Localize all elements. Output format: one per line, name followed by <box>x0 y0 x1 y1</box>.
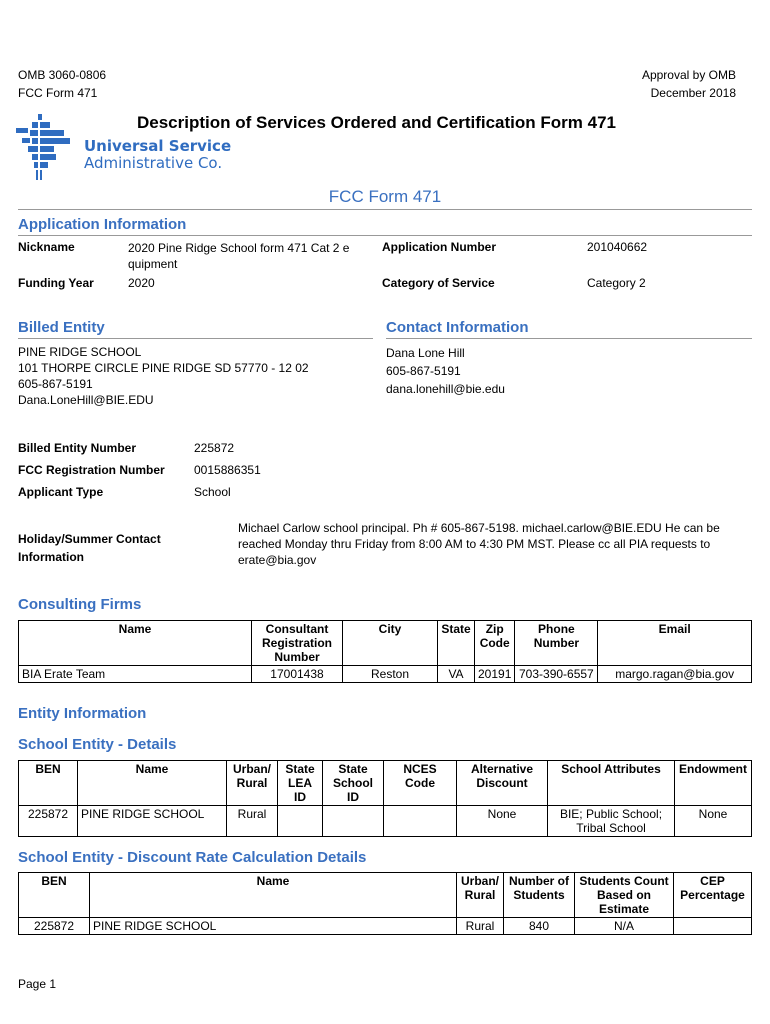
fcc-registration-value: 0015886351 <box>194 463 261 477</box>
table-row <box>19 666 752 683</box>
col-name: Name <box>19 621 252 666</box>
omb-number: OMB 3060-0806 <box>18 68 107 82</box>
col-school-attributes: School Attributes <box>548 761 675 806</box>
table-header-row <box>19 761 752 806</box>
table-header-row <box>19 621 752 666</box>
ben-label: Billed Entity Number <box>18 441 137 455</box>
application-info-title: Application Information <box>18 216 187 233</box>
col-zip: Zip Code <box>475 621 515 666</box>
cell-phone: 703-390-6557 <box>515 666 598 683</box>
application-number-value: 201040662 <box>587 240 648 254</box>
col-alternative-discount: Alternative Discount <box>457 761 548 806</box>
col-name: Name <box>90 873 457 918</box>
table-row <box>19 806 752 837</box>
application-number-label: Application Number <box>382 240 497 254</box>
funding-year-label: Funding Year <box>18 276 94 290</box>
page-number: Page 1 <box>18 977 57 991</box>
col-number-of-students: Number of Students <box>504 873 575 918</box>
consulting-firms-title: Consulting Firms <box>18 596 142 613</box>
billed-entity-name: PINE RIDGE SCHOOL <box>18 345 142 359</box>
cell-state-lea-id <box>278 806 323 837</box>
cell-alternative-discount: None <box>457 806 548 837</box>
holiday-contact-label: Holiday/Summer Contact Information <box>18 532 161 564</box>
col-name: Name <box>78 761 227 806</box>
cell-ben: 225872 <box>19 806 78 837</box>
billed-entity-address: 101 THORPE CIRCLE PINE RIDGE SD 57770 - 12 02 <box>18 361 309 375</box>
funding-year-value: 2020 <box>128 276 155 290</box>
title-divider <box>18 209 752 210</box>
col-nces-code: NCES Code <box>384 761 457 806</box>
cell-number-of-students: 840 <box>504 918 575 935</box>
contact-info-title: Contact Information <box>386 319 529 336</box>
contact-divider <box>386 338 752 339</box>
billed-entity-divider <box>18 338 373 339</box>
cell-endowment: None <box>675 806 752 837</box>
col-registration-number: Consultant Registration Number <box>252 621 343 666</box>
table-row <box>19 918 752 935</box>
col-city: City <box>343 621 438 666</box>
contact-phone: 605-867-5191 <box>386 364 461 378</box>
cell-city: Reston <box>343 666 438 683</box>
nickname-value: 2020 Pine Ridge School form 471 Cat 2 e quipment <box>128 241 350 271</box>
consulting-firms-table <box>18 620 752 683</box>
billed-entity-email: Dana.LoneHill@BIE.EDU <box>18 393 154 407</box>
cell-name: BIA Erate Team <box>19 666 252 683</box>
applicant-type-label: Applicant Type <box>18 485 104 499</box>
col-urban-rural: Urban/ Rural <box>457 873 504 918</box>
contact-email: dana.lonehill@bie.edu <box>386 382 505 396</box>
cell-cep-percentage <box>674 918 752 935</box>
category-value: Category 2 <box>587 276 646 290</box>
school-details-title: School Entity - Details <box>18 736 177 753</box>
cell-name: PINE RIDGE SCHOOL <box>90 918 457 935</box>
application-divider <box>18 235 752 236</box>
cell-nces-code <box>384 806 457 837</box>
col-state: State <box>438 621 475 666</box>
cell-email: margo.ragan@bia.gov <box>598 666 752 683</box>
contact-name: Dana Lone Hill <box>386 346 465 360</box>
col-ben: BEN <box>19 873 90 918</box>
ben-value: 225872 <box>194 441 235 455</box>
cell-registration-number: 17001438 <box>252 666 343 683</box>
fcc-registration-label: FCC Registration Number <box>18 463 165 477</box>
cell-students-count-estimate: N/A <box>575 918 674 935</box>
school-details-table <box>18 760 752 837</box>
billed-entity-phone: 605-867-5191 <box>18 377 93 391</box>
holiday-contact-value: Michael Carlow school principal. Ph # 605-867-5198. michael.carlow@BIE.EDU He can be reached Monday thru Friday from 8:00 AM to 4:30 PM MST. Please cc all PIA requests to erate@bia.gov <box>238 521 720 567</box>
col-cep-percentage: CEP Percentage <box>674 873 752 918</box>
col-state-lea-id: State LEA ID <box>278 761 323 806</box>
billed-entity-title: Billed Entity <box>18 319 105 336</box>
form-label: FCC Form 471 <box>18 86 98 100</box>
form-date: December 2018 <box>650 86 736 100</box>
cell-state-school-id <box>323 806 384 837</box>
entity-info-title: Entity Information <box>18 705 147 722</box>
usac-logo <box>14 114 84 184</box>
form-title: FCC Form 471 <box>328 187 442 206</box>
col-email: Email <box>598 621 752 666</box>
document-title: Description of Services Ordered and Certification Form 471 <box>137 113 616 132</box>
cell-name: PINE RIDGE SCHOOL <box>78 806 227 837</box>
table-header-row <box>19 873 752 918</box>
col-urban-rural: Urban/ Rural <box>227 761 278 806</box>
category-label: Category of Service <box>382 276 495 290</box>
col-students-count-estimate: Students Count Based on Estimate <box>575 873 674 918</box>
cell-school-attributes: BIE; Public School; Tribal School <box>548 806 675 837</box>
col-endowment: Endowment <box>675 761 752 806</box>
logo-text-line1: Universal Service <box>84 137 232 155</box>
col-state-school-id: State School ID <box>323 761 384 806</box>
cell-zip: 20191 <box>475 666 515 683</box>
col-phone: Phone Number <box>515 621 598 666</box>
applicant-type-value: School <box>194 485 231 499</box>
cell-urban-rural: Rural <box>457 918 504 935</box>
col-ben: BEN <box>19 761 78 806</box>
omb-approval: Approval by OMB <box>641 68 736 82</box>
cell-urban-rural: Rural <box>227 806 278 837</box>
logo-text-line2: Administrative Co. <box>84 154 223 172</box>
cell-ben: 225872 <box>19 918 90 935</box>
nickname-label: Nickname <box>18 240 75 254</box>
discount-details-title: School Entity - Discount Rate Calculation Details <box>18 849 367 866</box>
cell-state: VA <box>438 666 475 683</box>
discount-details-table <box>18 872 752 935</box>
